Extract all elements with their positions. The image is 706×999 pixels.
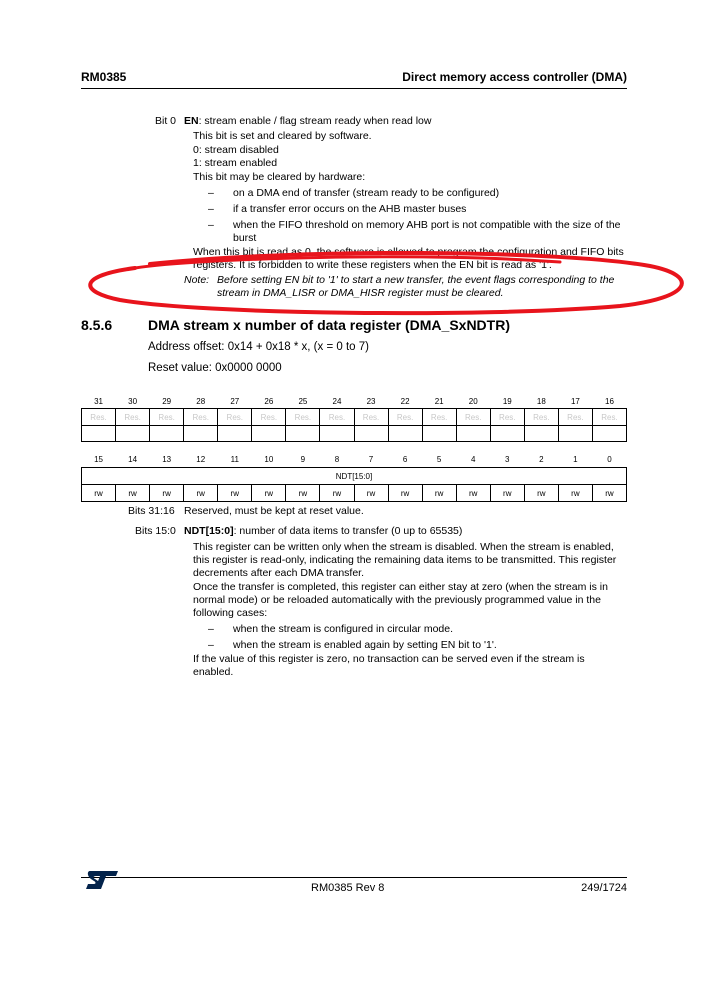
reserved-cell: Res. <box>558 409 592 426</box>
bit-number: 4 <box>470 455 476 464</box>
bit-number: 20 <box>468 396 478 406</box>
bits15-0-heading <box>184 525 462 538</box>
reserved-cell: Res. <box>150 409 184 426</box>
reserved-cell: Res. <box>286 409 320 426</box>
bit0-desc: : stream enable / flag stream ready when read low <box>198 115 432 127</box>
bit-number: 8 <box>334 455 340 464</box>
empty-cell <box>252 426 286 442</box>
empty-cell <box>524 426 558 442</box>
empty-cell <box>116 426 150 442</box>
field-ndt: NDT[15:0] <box>82 468 627 485</box>
bit-number: 17 <box>570 396 580 406</box>
access-cell: rw <box>150 485 184 502</box>
reserved-cell: Res. <box>82 409 116 426</box>
bit-number: 6 <box>402 455 408 464</box>
lower-bit-numbers <box>82 442 627 468</box>
empty-cell <box>490 426 524 442</box>
empty-cell <box>218 426 252 442</box>
reserved-cell: Res. <box>524 409 558 426</box>
bit0-bullet: if a transfer error occurs on the AHB master buses <box>233 203 467 215</box>
reserved-cell: Res. <box>388 409 422 426</box>
address-offset: Address offset: 0x14 + 0x18 * x, (x = 0 to 7) <box>148 341 369 353</box>
bit-number: 7 <box>368 455 374 464</box>
bits31-16-desc: Reserved, must be kept at reset value. <box>184 505 364 517</box>
bits15-0-line: This register can be written only when the stream is disabled. When the stream is enabled, <box>193 541 614 553</box>
access-cell: rw <box>524 485 558 502</box>
reserved-cell: Res. <box>354 409 388 426</box>
footer-rule <box>81 877 627 878</box>
reserved-cell: Res. <box>184 409 218 426</box>
bit-number: 18 <box>536 396 546 406</box>
access-cell: rw <box>592 485 626 502</box>
access-row <box>82 485 627 502</box>
upper-bit-numbers <box>82 394 627 409</box>
empty-cell <box>456 426 490 442</box>
reserved-cell: Res. <box>456 409 490 426</box>
reserved-cell: Res. <box>320 409 354 426</box>
bit-number: 31 <box>94 396 103 406</box>
field-row <box>82 468 627 485</box>
access-cell: rw <box>82 485 116 502</box>
bit-number: 24 <box>332 396 342 406</box>
bit-number: 9 <box>300 455 306 464</box>
bits15-0-name: NDT[15:0] <box>184 525 234 537</box>
bit0-label: Bit 0 <box>155 115 177 127</box>
bits15-0-line: decrements after each DMA transfer. <box>193 567 364 579</box>
bit-number: 1 <box>573 455 578 464</box>
access-cell: rw <box>252 485 286 502</box>
empty-cell <box>388 426 422 442</box>
bit0-bullet-cont: burst <box>233 232 257 244</box>
bit-number: 5 <box>436 455 442 464</box>
empty-cell <box>82 426 116 442</box>
bit-number: 12 <box>196 455 206 464</box>
section-title: DMA stream x number of data register (DMA_SxNDTR) <box>148 317 510 333</box>
bit-number: 30 <box>128 396 138 406</box>
empty-cell <box>592 426 626 442</box>
reserved-cell: Res. <box>252 409 286 426</box>
reset-value: Reset value: 0x0000 0000 <box>148 362 282 374</box>
reserved-access-row <box>82 426 627 442</box>
reserved-cell: Res. <box>490 409 524 426</box>
bit-number: 14 <box>128 455 138 464</box>
bit-number: 3 <box>505 455 510 464</box>
access-cell: rw <box>354 485 388 502</box>
access-cell: rw <box>490 485 524 502</box>
reserved-cell: Res. <box>422 409 456 426</box>
access-cell: rw <box>388 485 422 502</box>
bit0-name: EN <box>184 115 199 127</box>
bits15-0-line: following cases: <box>193 607 268 619</box>
access-cell: rw <box>184 485 218 502</box>
empty-cell <box>354 426 388 442</box>
note-line: stream in DMA_LISR or DMA_HISR register must be cleared. <box>217 287 504 299</box>
bit-number: 22 <box>400 396 410 406</box>
reserved-row <box>82 409 627 426</box>
access-cell: rw <box>116 485 150 502</box>
access-cell: rw <box>558 485 592 502</box>
empty-cell <box>558 426 592 442</box>
bit0-bullet: on a DMA end of transfer (stream ready to be configured) <box>233 187 500 199</box>
bullet-dash: – <box>208 187 214 199</box>
access-cell: rw <box>320 485 354 502</box>
register-map <box>81 394 627 502</box>
bit-number: 29 <box>162 396 172 406</box>
bits15-0-bullet: when the stream is enabled again by setting EN bit to '1'. <box>233 639 497 651</box>
section-number: 8.5.6 <box>81 317 113 333</box>
bit0-line: 0: stream disabled <box>193 144 279 156</box>
bit-number: 0 <box>607 455 612 464</box>
bit0-after-line: When this bit is read as 0, the software is allowed to program the configuration and FIFO bits <box>193 246 624 258</box>
bit-number: 16 <box>605 396 614 406</box>
bit0-line: This bit is set and cleared by software. <box>193 130 372 142</box>
bits15-0-desc: : number of data items to transfer (0 up to 65535) <box>233 525 463 537</box>
header-doc-id: RM0385 <box>81 70 127 84</box>
bit-number: 11 <box>230 455 239 464</box>
bit-number: 2 <box>539 455 544 464</box>
access-cell: rw <box>422 485 456 502</box>
bits15-0-after-line: If the value of this register is zero, no transaction can be served even if the stream is <box>193 653 585 665</box>
access-cell: rw <box>456 485 490 502</box>
bullet-dash: – <box>208 219 214 231</box>
bullet-dash: – <box>208 639 214 651</box>
bit0-after-line: registers. It is forbidden to write these registers when the EN bit is read as '1'. <box>193 259 552 271</box>
reserved-cell: Res. <box>218 409 252 426</box>
empty-cell <box>184 426 218 442</box>
footer-page-number: 249/1724 <box>581 882 627 894</box>
bullet-dash: – <box>208 203 214 215</box>
bits15-0-line: Once the transfer is completed, this register can either stay at zero (when the stream is in <box>193 581 608 593</box>
empty-cell <box>286 426 320 442</box>
bit-number: 28 <box>196 396 206 406</box>
bit0-line: 1: stream enabled <box>193 157 278 169</box>
note-line: Before setting EN bit to '1' to start a new transfer, the event flags corresponding to the <box>217 274 615 286</box>
bit-number: 10 <box>264 455 274 464</box>
bits15-0-line: this register is read-only, indicating the remaining data items to be transmitted. This register <box>193 554 617 566</box>
footer-doc-rev: RM0385 Rev 8 <box>311 882 385 894</box>
bullet-dash: – <box>208 623 214 635</box>
empty-cell <box>422 426 456 442</box>
empty-cell <box>150 426 184 442</box>
bit-number: 26 <box>264 396 274 406</box>
access-cell: rw <box>286 485 320 502</box>
bit0-line: This bit may be cleared by hardware: <box>193 171 366 183</box>
reserved-cell: Res. <box>592 409 626 426</box>
header-section-title: Direct memory access controller (DMA) <box>402 70 627 84</box>
bits15-0-after-line: enabled. <box>193 666 234 678</box>
bit-number: 21 <box>434 396 444 406</box>
bit-number: 19 <box>502 396 512 406</box>
bit-number: 23 <box>366 396 376 406</box>
bits15-0-bullet: when the stream is configured in circular mode. <box>233 623 454 635</box>
bit-number: 13 <box>162 455 172 464</box>
bits15-0-line: normal mode) or be reloaded automatically with the previously programmed value in the <box>193 594 601 606</box>
bit-number: 27 <box>230 396 240 406</box>
st-logo-icon <box>84 869 120 891</box>
bits15-0-label: Bits 15:0 <box>135 525 176 537</box>
bit-number: 15 <box>94 455 103 464</box>
bits31-16-label: Bits 31:16 <box>128 505 175 517</box>
access-cell: rw <box>218 485 252 502</box>
note-label: Note: <box>184 274 210 286</box>
bit0-bullet: when the FIFO threshold on memory AHB port is not compatible with the size of the <box>233 219 621 231</box>
reserved-cell: Res. <box>116 409 150 426</box>
bit-number: 25 <box>298 396 308 406</box>
empty-cell <box>320 426 354 442</box>
